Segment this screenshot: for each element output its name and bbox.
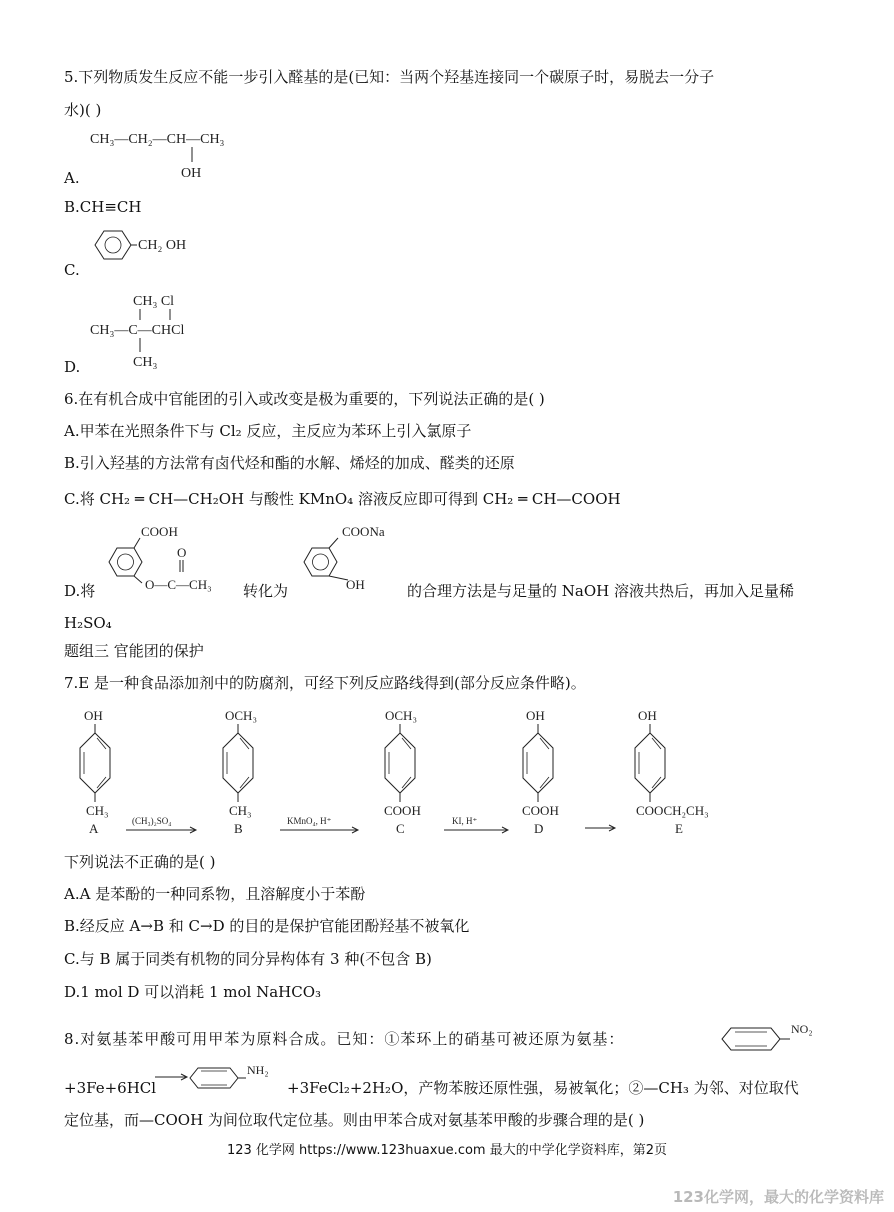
q5-optD-bot: CH₃: [133, 355, 158, 370]
q7-E-top: OH: [638, 708, 657, 723]
q6-optB: B.引入羟基的方法常有卤代烃和酯的水解、烯烃的加成、醛类的还原: [64, 454, 515, 472]
group3-heading: 题组三 官能团的保护: [64, 642, 204, 660]
q8-nitrobenzene-icon: [722, 1028, 790, 1050]
q6-stem: 6.在有机合成中官能团的引入或改变是极为重要的，下列说法正确的是( ): [64, 390, 545, 408]
q6-optD-tail: 的合理方法是与足量的 NaOH 溶液共热后，再加入足量稀: [407, 582, 794, 600]
q6-optD-s1-cooh: COOH: [141, 524, 178, 539]
q7-optC: C.与 B 属于同类有机物的同分异构体有 3 种(不包含 B): [64, 950, 432, 968]
q7-C-label: C: [396, 821, 405, 836]
q6-optD-tail2: H₂SO₄: [64, 614, 112, 632]
q5-optD-mid: CH₃—C—CHCl: [90, 323, 185, 338]
q7-optB: B.经反应 A→B 和 C→D 的目的是保护官能团酚羟基不被氧化: [64, 917, 470, 935]
q6-optD-s2-coona: COONa: [342, 524, 385, 539]
q7-cond1: (CH₃)₂SO₄: [132, 816, 172, 826]
q6-optD-mid: 转化为: [243, 582, 289, 600]
q7-stem: 7.E 是一种食品添加剂中的防腐剂，可经下列反应路线得到(部分反应条件略)。: [64, 674, 586, 692]
q7-compound-B-icon: [223, 724, 253, 802]
q5-optB: B.CH≡CH: [64, 198, 142, 216]
q7-D-top: OH: [526, 708, 545, 723]
watermark: 123化学网，最大的化学资料库: [672, 1188, 884, 1206]
q6-optD-label: D.将: [64, 582, 96, 600]
q7-cond3: KI, H⁺: [452, 816, 478, 826]
q6-optD-s1-ester: O—C—CH₃: [145, 577, 212, 592]
q6-optD-s2-oh: OH: [346, 577, 365, 592]
q7-B-bot: CH₃: [229, 803, 252, 818]
q5-optC-label: C.: [64, 261, 80, 279]
q5-stem-line2: 水)( ): [64, 101, 102, 119]
q7-cond2: KMnO₄, H⁺: [287, 816, 332, 826]
q8-pre: +3Fe+6HCl: [64, 1079, 157, 1097]
q7-optD: D.1 mol D 可以消耗 1 mol NaHCO₃: [64, 983, 322, 1001]
q7-compound-D-icon: [523, 724, 553, 802]
q7-B-top: OCH₃: [225, 708, 257, 723]
q8-line1: 8.对氨基苯甲酸可用甲苯为原料合成。已知：①苯环上的硝基可被还原为氨基：: [64, 1030, 625, 1048]
q6-optD-salicylate-icon: [304, 538, 348, 580]
q7-sub: 下列说法不正确的是( ): [64, 853, 216, 871]
q7-compound-A-icon: [80, 724, 110, 802]
q5-optD-label: D.: [64, 358, 81, 376]
q8-post: +3FeCl₂+2H₂O，产物苯胺还原性强，易被氧化；②—CH₃ 为邻、对位取代: [287, 1079, 799, 1097]
q7-E-label: E: [675, 821, 683, 836]
page-footer: 123 化学网 https://www.123huaxue.com 最大的中学化学资料库，第2页: [226, 1143, 667, 1158]
q8-line3: 定位基，而—COOH 为间位取代定位基。则由甲苯合成对氨基苯甲酸的步骤合理的是( ): [64, 1111, 645, 1129]
q7-compound-C-icon: [385, 724, 415, 802]
q5-optC-benzene-icon: [95, 231, 137, 259]
q6-optC: C.将 CH₂ ═ CH—CH₂OH 与酸性 KMnO₄ 溶液反应即可得到 CH₂ ═ CH—COOH: [64, 490, 621, 508]
q7-E-bot: COOCH₂CH₃: [636, 803, 709, 818]
q5-optC-sub: CH₂ OH: [138, 238, 187, 253]
q7-D-bot: COOH: [522, 803, 559, 818]
q7-C-bot: COOH: [384, 803, 421, 818]
q8-no2: NO₂: [791, 1022, 813, 1036]
q7-A-label: A: [89, 821, 99, 836]
q7-D-label: D: [534, 821, 544, 836]
q8-aniline-icon: [190, 1068, 246, 1088]
q5-optD-top: CH₃ Cl: [133, 294, 175, 309]
q7-compound-E-icon: [635, 724, 665, 802]
q7-A-bot: CH₃: [86, 803, 109, 818]
q5-optA-chain: CH₃—CH₂—CH—CH₃: [90, 132, 225, 147]
q6-optD-s1-o: O: [177, 545, 187, 560]
q7-C-top: OCH₃: [385, 708, 417, 723]
q7-B-label: B: [234, 821, 243, 836]
q5-stem-line1: 5.下列物质发生反应不能一步引入醛基的是(已知：当两个羟基连接同一个碳原子时，易脱去一分子: [64, 68, 715, 86]
q5-optA-label: A.: [64, 169, 80, 187]
q5-optA-oh: OH: [181, 166, 202, 181]
q6-optA: A.甲苯在光照条件下与 Cl₂ 反应，主反应为苯环上引入氯原子: [64, 422, 472, 440]
q7-optA: A.A 是苯酚的一种同系物，且溶解度小于苯酚: [64, 885, 366, 903]
q8-nh2: NH₂: [247, 1063, 269, 1077]
q7-A-top: OH: [84, 708, 103, 723]
